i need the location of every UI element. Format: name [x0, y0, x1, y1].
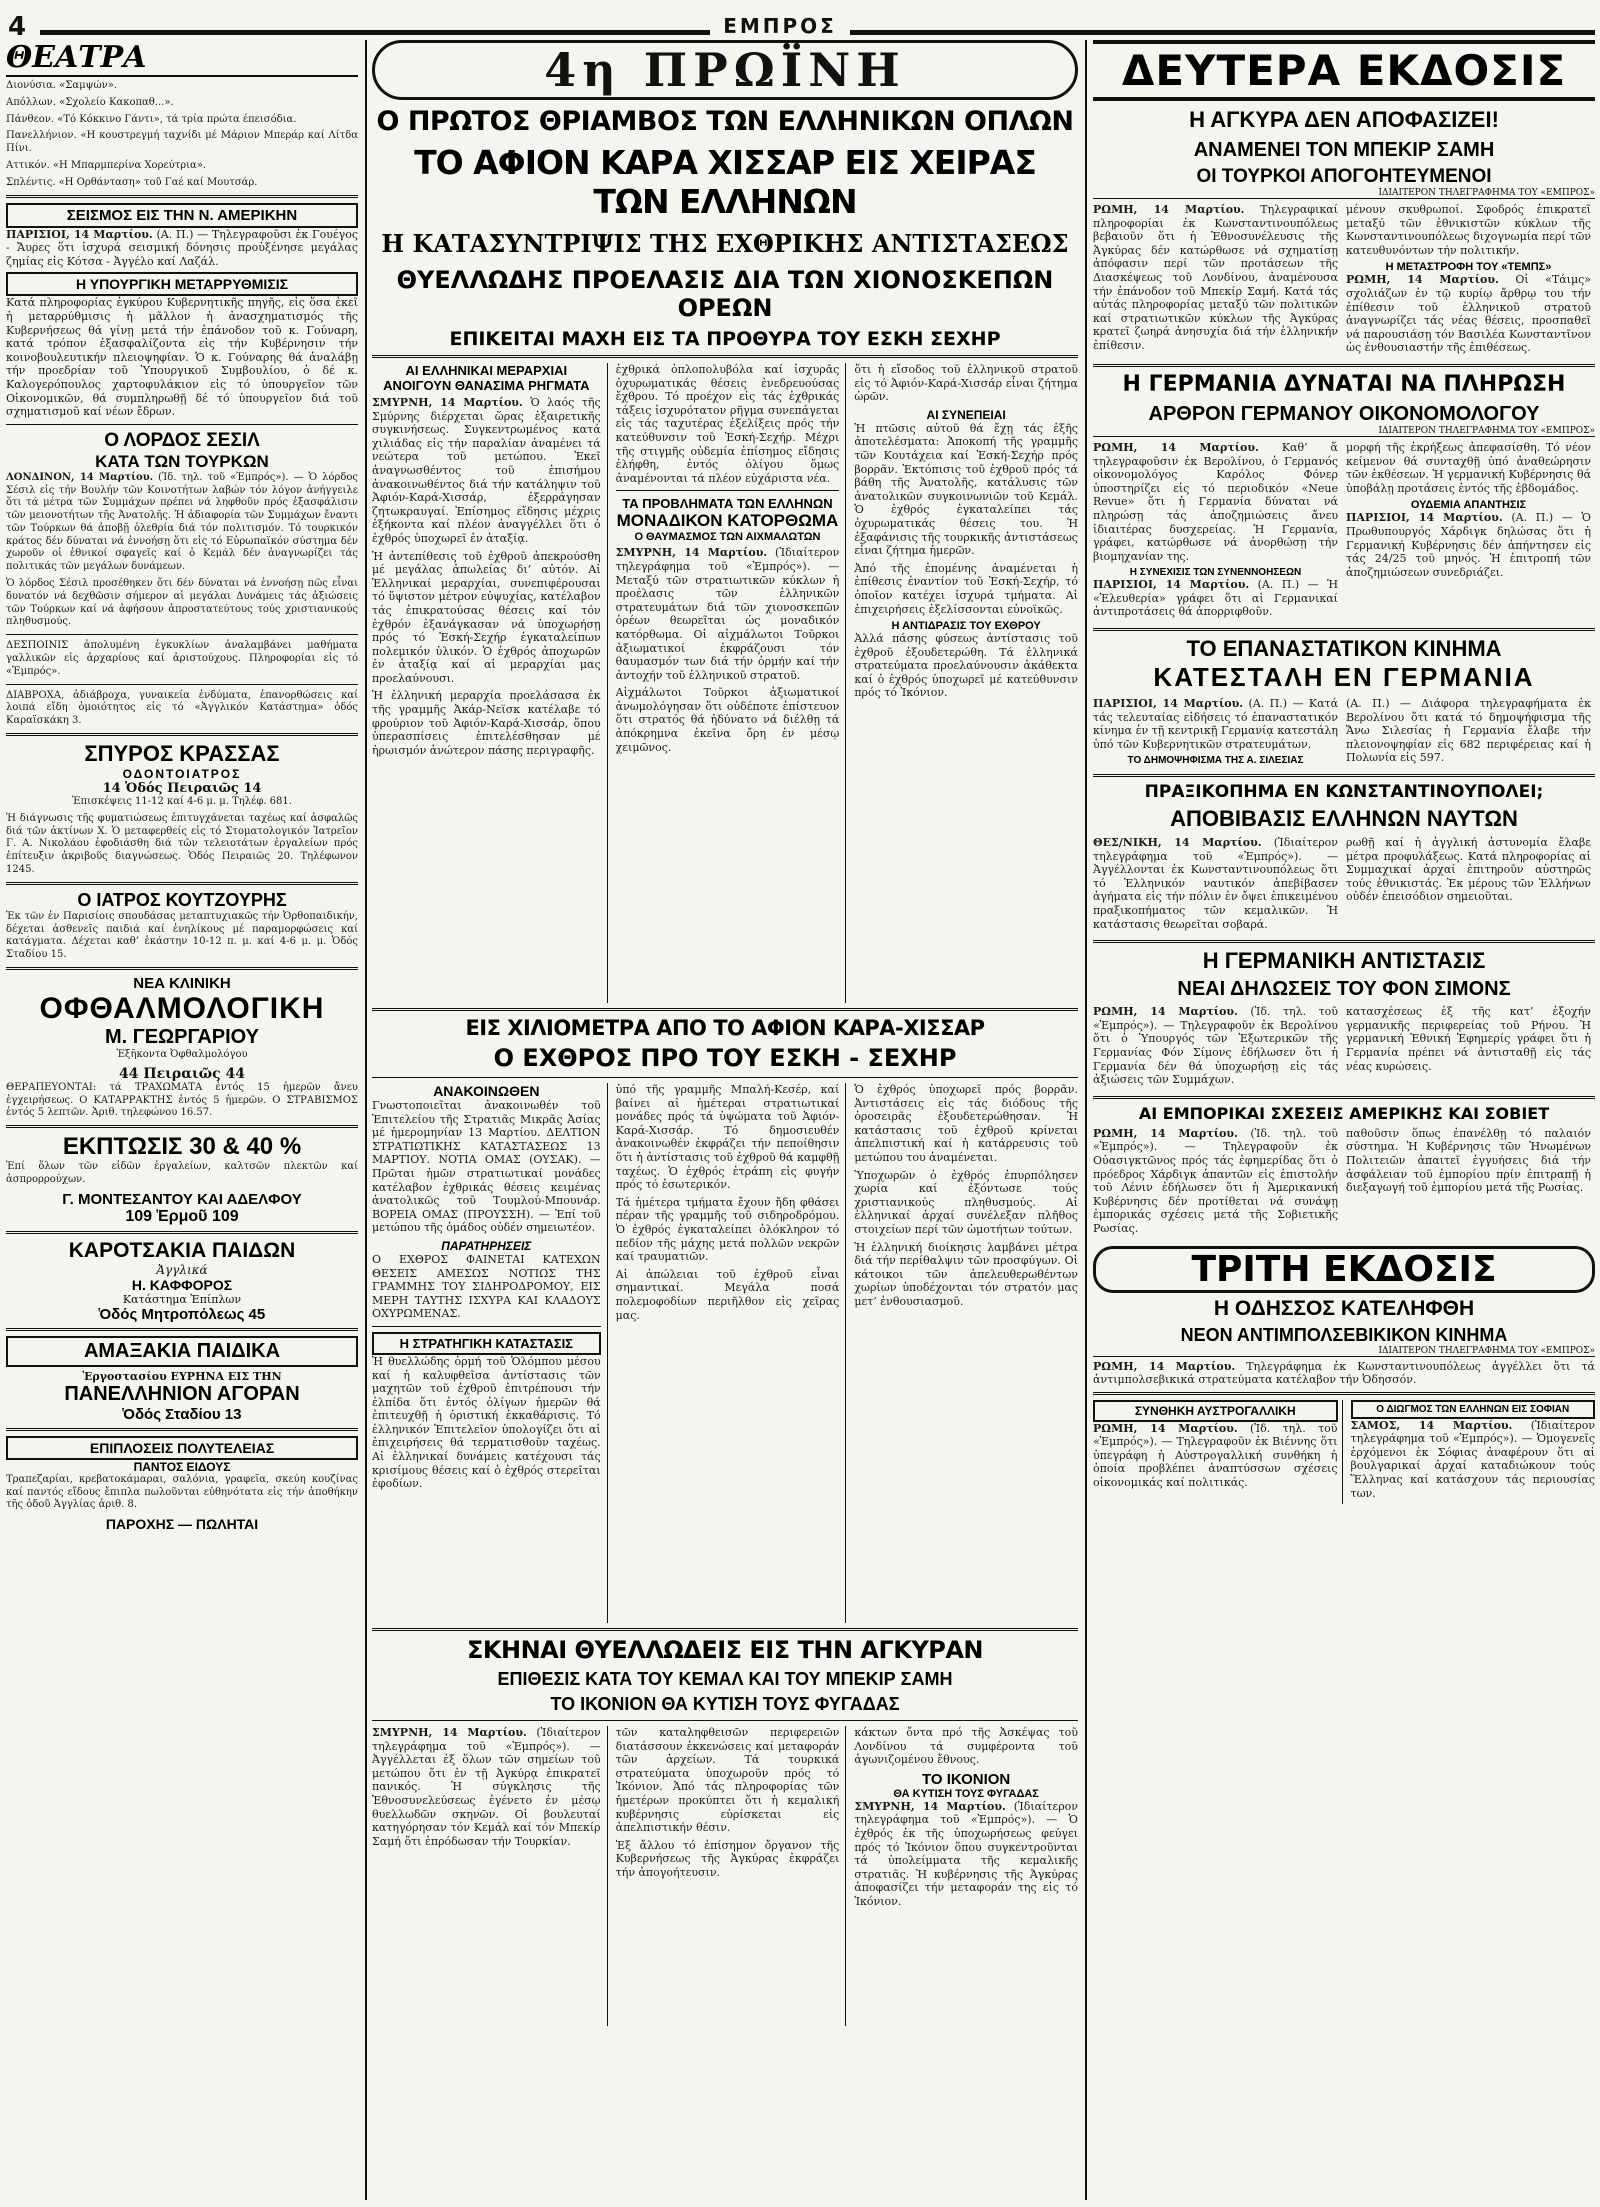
sofia-heading: Ο ΔΙΩΓΜΟΣ ΤΩΝ ΕΛΛΗΝΩΝ ΕΙΣ ΣΟΦΙΑΝ — [1351, 1400, 1596, 1419]
article-text: (Α. Π.) — Διάφορα τηλεγραφήματα ἐκ Βερολίνου ὅτι κατά τό δημοψήφισμα τῆς Ἄνω Σιλεσίας ἡ Γερμανία ἔλαβε τήν πλειονοψηφίαν εἰς 682 περιφέρειας καί ἡ Πολωνία εἰς 597. — [1346, 697, 1591, 765]
byline: ΙΔΙΑΙΤΕΡΟΝ ΤΗΛΕΓΡΑΦΗΜΑ ΤΟΥ «ΕΜΠΡΟΣ» — [1093, 1346, 1595, 1357]
times-heading: Η ΜΕΤΑΣΤΡΟΦΗ ΤΟΥ «ΤΕΜΠΣ» — [1385, 261, 1552, 274]
plebiscite-heading: ΤΟ ΔΗΜΟΨΗΦΙΣΜΑ ΤΗΣ Α. ΣΙΛΕΣΙΑΣ — [1127, 755, 1304, 767]
article-text: (Ἰδιαίτερον τηλεγράφημα τοῦ «Ἐμπρός»). — Μεταξύ τῶν στρατιωτικῶν κύκλων ἡ προέλασις τῶν ἑλληνικῶν στρατευμάτων διά τῶν χιονοσκεπῶν ὀρέων θεωρεῖται ὡς μοναδικόν κατόρθωμα. Οἱ αἰχμάλωτοι Τοῦρκοι ἀξιωματικοί ἐκφράζουσι τόν θαυμασμόν των διά τήν ὁρμήν καί τήν ἀντοχήν τοῦ ἑλληνικοῦ στρατοῦ. — [615, 546, 840, 682]
dateline: ΡΩΜΗ, 14 Μαρτίου. — [1093, 440, 1259, 454]
us-soviet-heading: ΑΙ ΕΜΠΟΡΙΚΑΙ ΣΧΕΣΕΙΣ ΑΜΕΡΙΚΗΣ ΚΑΙ ΣΟΒΙΕΤ — [1138, 1103, 1550, 1123]
revolution-columns — [1093, 697, 1595, 769]
coup-columns — [1093, 836, 1595, 935]
article-text: Οἱ «Τάιμς» σχολιάζων ἐν τῷ κυρίῳ ἄρθρῳ του τήν ἐπίθεσιν τοῦ ἑλληνικοῦ στρατοῦ ἀναγνωρίζει τάς νέας θέσεις, προσπαθεῖ νά παρουσιάσῃ τόν Βασιλέα Κωνσταντῖνον ὡς ἐνθουσιαστήν τῆς ἐπιθέσεως. — [1346, 273, 1591, 355]
article-text: Ἡ πτῶσις αὐτοῦ θά ἔχῃ τάς ἑξῆς ἀποτελέσματα: Ἀποκοπή τῆς γραμμῆς τῶν Κουτάχεια καί Ἐσκή-Σεχήρ πρός βορρᾶν. Ἐκτόπισις τοῦ ἐχθροῦ πρός τά βάθη τῆς Ἀνατολῆς, κατάλυσις τῶν ἀνατολικῶν συγκοινωνιῶν τοῦ Κεμάλ. Ὁ ἐχθρός ἐγκαταλείπει τάς ὀχυρωματικάς θέσεις του. Ἡ ἐξαφάνισις τῆς τουρκικῆς ἀντιστάσεως εἶναι ζήτημα ἡμερῶν. — [854, 421, 1078, 558]
revolution-heading: ΤΟ ΕΠΑΝΑΣΤΑΤΙΚΟΝ ΚΙΝΗΜΑ — [1186, 636, 1502, 662]
center-section — [372, 40, 1078, 2200]
discount-heading: ΕΚΠΤΩΣΙΣ 30 & 40 % — [62, 1133, 302, 1161]
strategic-heading: Η ΣΤΡΑΤΗΓΙΚΗ ΚΑΤΑΣΤΑΣΙΣ — [372, 1332, 601, 1355]
dentist-name: ΣΠΥΡΟΣ ΚΡΑΣΣΑΣ — [84, 741, 280, 767]
curzon-article — [6, 472, 358, 574]
coup-article — [1093, 836, 1338, 931]
article-text: (Ἰδιαίτερον τηλεγράφημα τοῦ «Ἐμπρός»). — Ὁ ἐχθρός ἐκ τῆς ὑποχωρήσεως φεύγει πρός τό Ἰκόνιον ὅπου συγκεντροῦνται τά ὑπολείμματα τῆς κεμαλικῆς στρατιᾶς. Ἡ κυβέρνησις τῆς Ἀγκύρας ἀποφασίζει τήν μεταφοράν της εἰς τό Ἰκόνιον. — [854, 1799, 1078, 1908]
headline-afion: ΤΟ ΑΦΙΟΝ ΚΑΡΑ ΧΙΣΣΑΡ ΕΙΣ ΧΕΙΡΑΣ ΤΩΝ ΕΛΛΗΝΩΝ — [414, 143, 1036, 221]
dateline: ΠΑΡΙΣΙΟΙ, 14 Μαρτίου. — [1346, 511, 1503, 525]
bottom-columns — [1093, 1400, 1595, 1505]
iconium-article — [854, 1800, 1078, 1909]
ankara-scenes-sub-2: ΤΟ ΙΚΟΝΙΟΝ ΘΑ ΚΥΤΙΣΗ ΤΟΥΣ ΦΥΓΑΔΑΣ — [550, 1694, 900, 1714]
dateline: ΡΩΜΗ, 14 Μαρτίου. — [1093, 1005, 1238, 1019]
no-answer-article — [1346, 511, 1591, 579]
times-article — [1346, 273, 1591, 355]
column-divider — [1085, 40, 1087, 2200]
article-text: ὑπό τῆς γραμμῆς Μπαλή-Κεσέρ, καί βαίνει αἱ ἡμέτεραι στρατιωτικαί μονάδες πρός τά ὑψώματα τοῦ Ἀφιόν-Καρά-Χισσάρ. Τό δημοσιευθέν ἀνακοινωθέν ἐκφράζει τήν πεποίθησιν ὅτι ἡ ἀντίστασις τοῦ ἐχθροῦ θά καμφθῇ ταχέως. Ὁ ἐχθρός ἐτράπη εἰς φυγήν πρός τό ἐσωτερικόν. — [615, 1083, 840, 1192]
prams-sub: Ἀγγλικά — [156, 1262, 208, 1277]
news-col-f — [854, 1083, 1078, 1623]
article-text: (Ἰδιαίτερον τηλεγράφημα τοῦ «Ἐμπρός»). — Ἀγγέλλεται ἐξ ὅλων τῶν σημείων τοῦ μετώπου ὅτι ἐν τῇ Ἀγκύρᾳ ἐπικρατεῖ πανικός. Ἡ σύγκλησις τῆς Ἐθνοσυνελεύσεως ἐγένετο ἐν μέσῳ θυελλωδῶν σκηνῶν. Οἱ βουλευταί κατηγόρησαν τόν Κεμάλ καί τόν Μπεκίρ Σαμή ὅτι ἐπρόδωσαν τήν Τουρκίαν. — [372, 1726, 601, 1848]
article-text: Ὑποχωρῶν ὁ ἐχθρός ἐπυρπόλησεν χωρία καί ἐξόντωσε τούς χριστιανικούς πληθυσμούς. Αἱ ἑλληνικαί ἀρχαί συνέλεξαν πλῆθος στοιχείων περί τῶν ὠμοτήτων τούτων. — [854, 1168, 1078, 1236]
ankara-scenes-heading: ΣΚΗΝΑΙ ΘΥΕΛΛΩΔΕΙΣ ΕΙΣ ΤΗΝ ΑΓΚΥΡΑΝ — [467, 1636, 983, 1664]
greek-divisions-article — [372, 396, 601, 546]
article-text: Καθ’ ἅ τηλεγραφοῦσιν ἐκ Βερολίνου, ὁ Γερμανός οἰκονομολόγος Καρόλος Φόνερ ὑποστηρίζει εἰς τό περιοδικόν «Neue Revue» ὅτι ἡ Γερμανία δύναται νά πληρώσῃ τάς ἀποζημιώσεις ἄνευ ἰδιαιτέρας δυσχερείας. Ἡ Γερμανία, γράφει, κατώρθωσε νά ἀνορθώσῃ τήν βιομηχανίαν της. — [1093, 440, 1338, 563]
resistance-col-2 — [1346, 1005, 1591, 1091]
news-col-a — [372, 363, 608, 1003]
second-edition-banner — [1093, 40, 1595, 101]
news-columns-middle — [372, 1083, 1078, 1623]
clinic-title: ΟΦΘΑΛΜΟΛΟΓΙΚΗ — [39, 992, 325, 1026]
ankara-sub-2: ΟΙ ΤΟΥΡΚΟΙ ΑΠΟΓΟΗΤΕΥΜΕΝΟΙ — [1196, 166, 1492, 187]
curzon-heading: Ο ΛΟΡΔΟΣ ΣΕΣΙΛ — [104, 429, 260, 451]
section2-heading: ΕΙΣ ΧΙΛΙΟΜΕΤΡΑ ΑΠΟ ΤΟ ΑΦΙΟΝ ΚΑΡΑ-ΧΙΣΣΑΡ — [465, 1016, 985, 1040]
furniture-sub: ΠΑΝΤΟΣ ΕΙΔΟΥΣ — [133, 1459, 231, 1474]
theatre-heading: ΘΕΑΤΡΑ — [6, 40, 358, 77]
ankara-scenes-sub: ΕΠΙΘΕΣΙΣ ΚΑΤΑ ΤΟΥ ΚΕΜΑΛ ΚΑΙ ΤΟΥ ΜΠΕΚΙΡ ΣΑΜΗ — [497, 1669, 953, 1689]
theatre-line: Πανελλήνιον. «Η κουστρεγμή ταχνίδι μέ Μάριον Μπεράρ καί Λίτδα Πίνι. — [6, 130, 358, 155]
article-text: (Ἰδ. τηλ. τοῦ «Ἐμπρός»). — Τηλεγραφοῦν ἐκ Βιέννης ὅτι ὑπεγράφη ἡ Αὐστρογαλλική συνθήκη ἡ ὁποία προβλέπει ἀναπτύσσων σχέσεις οἰκονομικάς καί πολιτικάς. — [1093, 1421, 1338, 1490]
odessa-article — [1093, 1360, 1595, 1387]
theatre-line: Πάνθεον. «Τό Κόκκινο Γάντι», τά τρία πρώτα έπεισόδια. — [6, 113, 297, 125]
greek-divisions-heading: ΑΙ ΕΛΛΗΝΙΚΑΙ ΜΕΡΑΡΧΙΑΙ — [405, 363, 568, 378]
doctor-heading: Ο ΙΑΤΡΟΣ ΚΟΥΤΖΟΥΡΗΣ — [77, 889, 287, 910]
ministry-text: Κατά πληροφορίας ἐγκύρου Κυβερνητικῆς πηγῆς, εἰς ὅσα ἐκεῖ ἡ μεταρρύθμισις ἡ μᾶλλον ἡ ἀνασχηματισμός τῆς Κυβερνήσεως θά γίνῃ μετά τήν ἐπάνοδον τοῦ κ. Γούναρη, κατά τρόπον ἐξασφαλίζοντα εἰς τήν Κυβέρνησιν τήν κοινοβουλευτικήν πλειοψηφίαν. Ὁ κ. Γούναρης θά ἀναλάβῃ τήν προεδρίαν τοῦ Ὑπουργικοῦ Συμβουλίου, ὁ δέ κ. Καλογερόπουλος χαρτοφυλάκιον εἰς τό ὑπουργεῖον τῶν Οἰκονομικῶν, θά συμπληρωθῇ δέ τό ὑπουργεῖον διά τοῦ σχηματισμοῦ καί νέων ἔδρων. — [6, 296, 358, 419]
article-text: ἐχθρικά ὁπλοπολυβόλα καί ἰσχυρᾶς ὀχυρωματικάς θέσεις ἐνεδρευούσας ἔχθρου. Τό προέχον εἰς τάς ἐχθρικάς τάξεις ἰσχυρότατον ρῆγμα συνεπάγεται εἰς τάς ταχυτέρας ἐξελίξεις πρός τήν κατεύθυνσιν τοῦ Ἐσκή-Σεχήρ. Μέχρι τῆς στιγμῆς οὐδεμία ἐπίσημος εἴδησις ἐλήφθη, ἐντός ὀλίγου ὅμως ἀναμένονται τά πλέον εὐχάριστα νέα. — [615, 363, 840, 485]
left-column — [6, 40, 358, 2200]
furniture-heading: ΕΠΙΠΛΟΣΕΙΣ ΠΟΛΥΤΕΛΕΙΑΣ — [6, 1436, 358, 1460]
quake-dateline: ΠΑΡΙΣΙΟΙ, 14 Μαρτίου. — [6, 227, 153, 241]
carriages-sub: Ἐργοστασίου ΕΥΡΗΝΑ ΕΙΣ ΤΗΝ — [82, 1369, 282, 1383]
edition-banner — [372, 40, 1078, 100]
feat-article — [616, 546, 840, 682]
article-text: Ἡ ἑλληνική διοίκησις λαμβάνει μέτρα διά τήν περίθαλψιν τῶν προσφύγων. Οἱ κάτοικοι τῶν ἀπελευθερωθέντων χωρίων ὑποδέχονται τόν στρατόν μας μετ’ ἐνθουσιασμοῦ. — [854, 1240, 1078, 1308]
dateline: ΡΩΜΗ, 14 Μαρτίου. — [1093, 203, 1245, 216]
germany-pay-sub: ΑΡΘΡΟΝ ΓΕΡΜΑΝΟΥ ΟΙΚΟΝΟΜΟΛΟΓΟΥ — [1148, 402, 1540, 425]
announcement-heading: ΑΝΑΚΟΙΝΩΘΕΝ — [433, 1083, 540, 1099]
sofia-col — [1351, 1400, 1596, 1505]
odessa-heading: Η ΟΔΗΣΣΟΣ ΚΑΤΕΛΗΦΘΗ — [1213, 1296, 1475, 1320]
no-answer-heading: ΟΥΔΕΜΙΑ ΑΠΑΝΤΗΣΙΣ — [1410, 499, 1527, 512]
curzon-subheading: ΚΑΤΑ ΤΩΝ ΤΟΥΡΚΩΝ — [95, 451, 269, 471]
edition-banner-text: 4η ΠΡΩΪΝΗ — [544, 43, 906, 97]
news-columns-top — [372, 363, 1078, 1003]
discount-text: Ἐπί ὅλων τῶν εἰδῶν ἐργαλείων, καλτσῶν πλεκτῶν καί ἀσπρορρούχων. — [6, 1161, 358, 1185]
ministry-heading: Η ΥΠΟΥΡΓΙΚΗ ΜΕΤΑΡΡΥΘΜΙΣΙΣ — [6, 272, 358, 296]
article-text: Αἱ ἀπώλειαι τοῦ ἐχθροῦ εἶναι σημαντικαί. Μεγάλα ποσά πολεμοφοδίων περιῆλθον εἰς χεῖρας μας. — [615, 1267, 840, 1322]
curzon-text: (Ἰδ. τηλ. τοῦ «Ἐμπρός»). — Ὁ λόρδος Σέσιλ εἰς τήν Βουλήν τῶν Κοινοτήτων λαβών τόν λόγον ἀνήγγειλε ὅτι τά μέτρα τῶν Συμμάχων πρέπει νά ληφθοῦν πρός ἐξασφάλισιν τῶν μειονοτήτων τῆς Ἀνατολῆς. Ἡ ἀδιαφορία τῶν Συμμάχων ἔναντι τῶν Τούρκων θά ἀποβῇ ὀλεθρία διά τόν πολιτισμόν. Τό τουρκικόν κράτος δέν δύναται νά ἐννοήσῃ ὅτι εἰς τό Εὐρωπαϊκόν σύστημα δέν χωροῦν οἱ ἐθνικοί σφαγεῖς καί ὁ Κεμάλ δέν ἀναγνωρίζει τάς πολιτικάς τῶν μεγάλων δυνάμεων. — [6, 471, 358, 573]
dateline: ΣΜΥΡΝΗ, 14 Μαρτίου. — [615, 546, 768, 560]
dateline: ΣΜΥΡΝΗ, 14 Μαρτίου. — [854, 1799, 1006, 1813]
quake-heading: ΣΕΙΣΜΟΣ ΕΙΣ ΤΗΝ Ν. ΑΜΕΡΙΚΗΝ — [6, 203, 358, 228]
article-text: (Ἰδ. τηλ. τοῦ «Ἐμπρός»). — Τηλεγραφοῦν ἐκ Βερολίνου ὅτι ὁ Ὑπουργός τῶν Ἐξωτερικῶν τῆς Γερμανίας Φόν Σίμονς ἐδήλωσεν ὅτι ἡ Γερμανία δέν θά ὑποχωρήσῃ εἰς τάς ἀξιώσεις τῶν Συμμάχων. — [1093, 1005, 1338, 1087]
article-text: (Ἰδ. τηλ. τοῦ «Ἐμπρός»). — Τηλεγραφοῦν ἐκ Οὐασιγκτῶνος πρός τάς ἐφημερίδας ὅτι ὁ πρόεδρος Χάρδιγκ ἀπαντῶν εἰς ἐπιστολήν τοῦ Λένιν ἐδήλωσεν ὅτι ἡ Ἀμερικανική Κυβέρνησις δέν προτίθεται νά συνάψῃ ἐμπορικάς σχέσεις μετά τῆς Σοβιετικῆς Ρωσίας. — [1093, 1126, 1338, 1235]
clinic-text: ΘΕΡΑΠΕΥΟΝΤΑΙ: τά ΤΡΑΧΩΜΑΤΑ ἐντός 15 ἡμερῶν ἄνευ ἐγχειρήσεως. Ο ΚΑΤΑΡΡΑΚΤΗΣ ἐντός 5 ἡμερῶν. Ο ΣΤΡΑΒΙΣΜΟΣ ἐντός 5 λεπτῶν. Ἀριθ. τηλεφώνου 16.57. — [6, 1081, 358, 1119]
dentist-title: ΟΔΟΝΤΟΙΑΤΡΟΣ — [122, 767, 242, 782]
furniture-text: Τραπεζαρίαι, κρεβατοκάμαραι, σαλόνια, γραφεῖα, σκεύη κουζίνας καί παντός εἴδους ἔπιπλα πωλοῦνται εὐθηνότατα εἰς τήν ἀποθήκην τῆς ὁδοῦ Ἀγγλίας ἀριθ. 8. — [6, 1473, 358, 1511]
iconium-heading: ΤΟ ΙΚΟΝΙΟΝ — [922, 1770, 1011, 1788]
article-text: Ὁ λαός τῆς Σμύρνης διέρχεται ὥρας ἐξαιρετικῆς συγκινήσεως. Συγκεντρωμένος κατά χιλιάδας εἰς τήν παραλίαν ἀναμένει τά νεώτερα τοῦ μετώπου. Ἐκεῖ ἀναγνωσθέντος τοῦ ἐπισήμου ἀνακοινωθέντος διά τήν κατάληψιν τοῦ Ἀφιόν-Καρά-Χισσάρ, ἐξερράγησαν ζητωκραυγαί. Ἐπίσημος εἴδησις μέχρις ἐξήκοντα καί πλέον ἀναγγέλλει ὅτι ὁ ἐχθρός ὑποχωρεῖ ἐν ἀταξίᾳ. — [372, 396, 601, 545]
article-text: (Ἰδιαίτερον τηλεγράφημα τοῦ «Ἐμπρός»). — Ὁμογενεῖς ἐρχόμενοι ἐκ Σόφιας ἀναφέρουν ὅτι αἱ βουλγαρικαί ἀρχαί καταδιώκουν τούς Ἕλληνας καί κατάσχουν τάς περιουσίας των. — [1350, 1418, 1595, 1500]
ankara-heading: Η ΑΓΚΥΡΑ ΔΕΝ ΑΠΟΦΑΣΙΖΕΙ! — [1189, 107, 1499, 132]
article-text: Γνωστοποιεῖται ἀνακοινωθέν τοῦ Ἐπιτελείου τῆς Στρατιᾶς Μικρᾶς Ἀσίας μέ ἡμερομηνίαν 13 Μαρτίου. ΔΕΛΤΙΟΝ ΣΤΡΑΤΙΩΤΙΚΗΣ ΚΑΤΑΣΤΑΣΕΩΣ 13 ΜΑΡΤΙΟΥ. ΝΟΤΙΑ ΟΜΑΣ (ΟΥΣΑΚ). — Πρῶται ἡμῶν στρατιωτικαί μονάδες κατέλαβον ἐχθρικάς θέσεις κειμένας ἀνατολικῶς τοῦ Τουμλού-Μπουνάρ. ΒΟΡΕΙΑ ΟΜΑΣ (ΠΡΟΥΣΣΗ). — Ἐπί τοῦ μετώπου τῆς ὁμάδος οὐδέν σημειωτέον. — [372, 1099, 601, 1235]
us-soviet-col-1 — [1093, 1127, 1338, 1240]
news-col-h — [616, 1726, 847, 2026]
ankara-article — [372, 1726, 601, 1848]
article-text: παθοῦσιν ὅπως ἐπανέλθῃ τό παλαιόν σύστημα. Ἡ Κυβέρνησις τῶν Ἡνωμένων Πολιτειῶν ἀπαιτεῖ ἐγγυήσεις διά τήν ἀσφάλειαν τοῦ ἐμπορίου πρίν ἐπιτραπῇ ἡ διεξαγωγή τοῦ ἐμπορίου μετά τῆς Ρωσίας. — [1346, 1126, 1591, 1195]
iconium-sub: ΘΑ ΚΥΤΙΣΗ ΤΟΥΣ ΦΥΓΑΔΑΣ — [893, 1787, 1039, 1800]
prams-address: Ὁδός Μητροπόλεως 45 — [98, 1305, 266, 1323]
germany-col-2 — [1346, 441, 1591, 623]
article-text: Ἀπό τῆς ἐπομένης ἀναμένεται ἡ ἐπίθεσις ἐναντίον τοῦ Ἐσκή-Σεχήρ, τό ὁποῖον κατέχει ἰσχυρά τμήματα. Αἱ ἐπιχειρήσεις ἐξελίσσονται εὐνοϊκῶς. — [854, 561, 1078, 616]
us-soviet-columns — [1093, 1127, 1595, 1240]
headline-advance: ΘΥΕΛΛΩΔΗΣ ΠΡΟΕΛΑΣΙΣ ΔΙΑ ΤΩΝ ΧΙΟΝΟΣΚΕΠΩΝ ΟΡΕΩΝ — [396, 266, 1054, 322]
negotiations-article — [1093, 578, 1338, 619]
revolution-col-1 — [1093, 697, 1338, 769]
reaction-heading: Η ΑΝΤΙΔΡΑΣΙΣ ΤΟΥ ΕΧΘΡΟΥ — [891, 620, 1041, 633]
resistance-columns — [1093, 1005, 1595, 1091]
furniture-footer: ΠΑΡΟΧΗΣ — ΠΩΛΗΤΑΙ — [105, 1516, 259, 1533]
article-text: Τηλεγραφικαί πληροφορίαι ἐκ Κωνσταντινουπόλεως βεβαιοῦν ὅτι ἡ Ἐθνοσυνέλευσις τῆς Ἀγκύρας δέν κατώρθωσε νά σχηματίσῃ ἀπόφασιν περί τῶν προτάσεων τῆς Διασκέψεως τοῦ Λονδίνου, ἀναμένουσα τήν ἐπάνοδον τοῦ Μπεκίρ Σαμή. Κατά τάς αὐτάς πληροφορίας μεταξύ τῶν πολιτικῶν καί στρατιωτικῶν κύκλων τῆς Ἀγκύρας κρατεῖ ζωηρά ἀνησυχία διά τήν ἑλληνικήν ἐπίθεσιν. — [1093, 203, 1338, 352]
dateline: ΠΑΡΙΣΙΟΙ, 14 Μαρτίου. — [1093, 697, 1244, 711]
clinic-role: Ἐξῆκοντα Ὀφθαλμολόγου — [116, 1049, 248, 1061]
ankara-sub-1: ΑΝΑΜΕΝΕΙ ΤΟΝ ΜΠΕΚΙΡ ΣΑΜΗ — [1193, 139, 1495, 161]
dateline: ΣΑΜΟΣ, 14 Μαρτίου. — [1350, 1418, 1513, 1432]
resistance-article — [1093, 1005, 1338, 1087]
coup-col-1 — [1093, 836, 1338, 935]
revolution-article — [1093, 697, 1338, 751]
germany-article — [1093, 441, 1338, 563]
germany-columns — [1093, 441, 1595, 623]
article-text: Τά ἡμέτερα τμήματα ἔχουν ἤδη φθάσει πέραν τῆς γραμμῆς τοῦ σιδηροδρόμου. Ὁ ἐχθρός ἐγκαταλείπει ὁλόκληρον τό πεδίον τῆς μάχης μετά πολλῶν νεκρῶν καί τραυματιῶν. — [615, 1195, 840, 1264]
article-text: Τηλεγράφημα ἐκ Κωνσταντινουπόλεως ἀγγέλλει ὅτι τά ἀντιμπολσεβικικά στρατεύματα κατέλαβον τήν Ὀδησσόν. — [1093, 1359, 1595, 1387]
news-col-b — [616, 363, 847, 1003]
headline-battle: ΕΠΙΚΕΙΤΑΙ ΜΑΧΗ ΕΙΣ ΤΑ ΠΡΟΘΥΡΑ ΤΟΥ ΕΣΚΗ ΣΕΧΗΡ — [449, 328, 1001, 350]
right-section — [1093, 40, 1595, 2200]
masthead-rule-left — [40, 30, 710, 35]
quake-text: (Α. Π.) — Τηλεγραφοῦσι ἐκ Γουέγος - Ἄυρες ὅτι ἰσχυρά σεισμική δόνησις προὐξένησε μεγάλας ζημίας εἰς Κότσα - Ἀγγέλο καί Λαζάλ. — [6, 227, 358, 268]
treaty-col — [1093, 1400, 1343, 1505]
third-edition-text: ΤΡΙΤΗ ΕΚΔΟΣΙΣ — [1191, 1248, 1497, 1290]
problems-heading: ΤΑ ΠΡΟΒΛΗΜΑΤΑ ΤΩΝ ΕΛΛΗΝΩΝ — [622, 496, 833, 512]
masthead-rule-right — [850, 30, 1595, 35]
dateline: ΘΕΣ/ΝΙΚΗ, 14 Μαρτίου. — [1093, 836, 1262, 850]
clinic-address: 44 Πειραιῶς 44 — [119, 1065, 245, 1082]
dateline: ΡΩΜΗ, 14 Μαρτίου. — [1346, 273, 1499, 287]
article-text: μορφή τῆς ἐκρήξεως ἀπεφασίσθη. Τό νέον κείμενον θά συνταχθῇ ὑπό ἀναθεώρησιν τῶν ἐκθέσεων. Ἡ γερμανική Κυβέρνησις θά ὑποβάλῃ προτάσεις ἐντός τῆς ἑβδομάδος. — [1346, 440, 1591, 495]
news-col-i — [854, 1726, 1078, 2026]
article-text: (Α. Π.) — Κατά τάς τελευταίας εἰδήσεις τό ἐπαναστατικόν κίνημα ἐν τῇ κεντρικῇ Γερμανίᾳ κατεστάλη ὑπό τῶν Κυβερνητικῶν στρατευμάτων. — [1093, 697, 1339, 751]
dateline: ΠΑΡΙΣΙΟΙ, 14 Μαρτίου. — [1093, 578, 1250, 592]
dateline: ΡΩΜΗ, 14 Μαρτίου. — [1093, 1126, 1238, 1140]
dentist-hours: Ἐπισκέψεις 11-12 καί 4-6 μ. μ. Τηλέφ. 681. — [72, 796, 292, 808]
article-text: μένουν σκυθρωποί. Σφοδρός ἐπικρατεῖ μεταξύ τῶν ἐθνικιστῶν κύκλων τῆς Κωνσταντινουπόλεως διχογνωμία περί τῶν κατευθυνόντων τήν πολιτικήν. — [1346, 203, 1591, 257]
consequences-heading: ΑΙ ΣΥΝΕΠΕΙΑΙ — [926, 407, 1006, 422]
clinic-pre: ΝΕΑ ΚΛΙΝΙΚΗ — [133, 975, 231, 993]
greek-divisions-sub: ΑΝΟΙΓΟΥΝ ΘΑΝΑΣΙΜΑ ΡΗΓΜΑΤΑ — [383, 378, 590, 393]
dentist-text: Ἡ διάγνωσις τῆς φυματιώσεως ἐπιτυγχάνεται ταχέως καί ἀσφαλῶς διά τῶν ἀκτίνων Χ. Ὁ μεταφερθείς εἰς τό Στοματολογικόν Ἰατρεῖον Γ. Α. Νικολάου ἐφοδιάσθη διά τῶν τελειοτάτων ἐργαλείων πρός ἐπίτευξιν ἀκριβοῦς διαγνώσεως. Ὁδός Πειραιῶς 20. Τηλέφωνον 1245. — [6, 812, 358, 876]
article-text: Ἡ θυελλώδης ὁρμή τοῦ Ὁλόμπου μέσου καί ἡ καλυφθεῖσα ἀντίστασις τῶν μαχητῶν τοῦ ἐχθροῦ ἐπιτρέπουσι τήν ἐλπίδα ὅτι ἐντός ὀλίγων ἡμερῶν θά ἐπιτευχθῇ ἡ ὁριστική ἐκκαθάρισις. Τό ἑλληνικόν Ἐπιτελεῖον ὑπολογίζει ὅτι αἱ ἐπιχειρήσεις θά τερματισθοῦν ταχέως. Αἱ ἑλληνικαί δυνάμεις κατέχουσι τάς κρισίμους θέσεις καί ὁ ἐχθρός στερεῖται ἐφοδίων. — [372, 1354, 601, 1491]
dateline: ΡΩΜΗ, 14 Μαρτίου. — [1093, 1359, 1236, 1373]
ankara-columns — [1093, 203, 1595, 359]
feat-heading: ΜΟΝΑΔΙΚΟΝ ΚΑΤΟΡΘΩΜΑ — [616, 511, 839, 531]
discount-address: 109 Ἑρμοῦ 109 — [125, 1207, 239, 1225]
revolution-sub: ΚΑΤΕΣΤΑΛΗ ΕΝ ΓΕΡΜΑΝΙΑ — [1153, 662, 1535, 693]
german-resistance-heading: Η ΓΕΡΜΑΝΙΚΗ ΑΝΤΙΣΤΑΣΙΣ — [1202, 948, 1486, 974]
carriages-address: Ὁδός Σταδίου 13 — [122, 1405, 242, 1423]
doctor-text: Ἐκ τῶν ἐν Παρισίοις σπουδάσας μεταπτυχιακῶς τήν Ὀρθοπαιδικήν, δέχεται ἀσθενεῖς παιδιά καί ἐνηλίκους μέ παραμορφώσεις καί κατάγματα. Δέχεται καθ’ ἑκάστην 10-12 π. μ. καί 4-6 μ. μ. Ὁδός Σταδίου 15. — [6, 910, 358, 961]
dateline: ΣΜΥΡΝΗ, 14 Μαρτίου. — [372, 396, 523, 409]
theatre-listings — [6, 77, 358, 190]
article-text: (Α. Π.) — Ὁ Πρωθυπουργός Χάρδιγκ δηλώσας ὅτι ἡ Γερμανική Κυβέρνησις δέν ἀπήντησεν εἰς τάς 24/25 τοῦ μηνός. Ἡ ἐπιτροπή τῶν ἀποζημιώσεων συνεδριάζει. — [1346, 511, 1592, 579]
article-text: Ἡ ἐλληνική μεραρχία προελάσασα ἐκ τῆς γραμμῆς Ἀκάρ-Νεϊσκ κατέλαβε τό φρούριον τοῦ Ἀφιόν-Καρά-Χισσάρ, ὅπου ὑπερασπίσεις ἐπιτελέσθησαν μέ ἡρωισμόν ἀνώτερον πάσης περιγραφῆς. — [372, 689, 601, 757]
resistance-col-1 — [1093, 1005, 1338, 1091]
article-text: Ἀλλά πάσης φύσεως ἀντίστασις τοῦ ἐχθροῦ ἐξουδετερώθη. Τά ἑλληνικά στρατεύματα προελαύνουσιν ἀκάθεκτα καί ὁ ἐχθρός ὑποχωρεῖ μέ κατεύθυνσιν πρός τό Ἰκόνιον. — [854, 632, 1078, 700]
revolution-col-2 — [1346, 697, 1591, 769]
article-text: Ο ΕΧΘΡΟΣ ΦΑΙΝΕΤΑΙ ΚΑΤΕΧΩΝ ΘΕΣΕΙΣ ΑΜΕΣΩΣ ΝΟΤΙΩΣ ΤΗΣ ΓΡΑΜΜΗΣ ΤΟΥ ΣΙΔΗΡΟΔΡΟΜΟΥ, ΕΙΣ ΜΕΡΗ ΤΑΥΤΗΣ ΙΣΧΥΡΑ ΚΑΙ ΚΛΑΔΟΥΣ ΟΧΥΡΩΜΕΝΑΣ. — [372, 1252, 601, 1321]
article-text: κατασχέσεως ἐξ τῆς κατ’ ἐξοχήν γερμανικῆς περιφερείας τοῦ Ρήνου. Ἡ γερμανική Ἐθνική Ἐφημερίς γράφει ὅτι ἡ Γερμανία πρέπει νά ἀντισταθῇ εἰς τάς νέας κυρώσεις. — [1346, 1005, 1591, 1073]
page-number: 4 — [8, 12, 27, 42]
article-text: Ἡ ἀντεπίθεσις τοῦ ἐχθροῦ ἀπεκρούσθη μέ μεγάλας ἀπωλείας δι’ αὐτόν. Αἱ Ἑλληνικαί μεραρχίαι, συνεπιφέρουσαι τό ὕψιστον μέτρον εὐψυχίας, κατέλαβον τάς ἐπικρατούσας θέσεις καί τόν ἐχθρόν ἐξανάγκασαν νά ὑποχωρήσῃ πρός τό Ἐσκή-Σεχήρ ἐγκαταλείπων πολεμικόν ὑλικόν. Ὁ ἐχθρός ἀποχωρῶν ἐν ἀταξίᾳ καί αἱ μεραρχίαι μας προελαύνουσι. — [372, 549, 601, 685]
prams-shop: Κατάστημα Ἐπίπλων — [122, 1292, 242, 1306]
masthead-title: ΕΜΠΡΟΣ — [723, 14, 837, 38]
headline-first-triumph: Ο ΠΡΩΤΟΣ ΘΡΙΑΜΒΟΣ ΤΩΝ ΕΛΛΗΝΙΚΩΝ ΟΠΛΩΝ — [376, 106, 1074, 137]
us-soviet-col-2 — [1346, 1127, 1591, 1240]
curzon-text-2: Ὁ λόρδος Σέσιλ προσέθηκεν ὅτι δέν δύναται νά ἐννοήσῃ πῶς εἶναι δυνατόν νά δεχθῶσιν σήμερον αἱ μεγάλαι Δυνάμεις τάς ἀξιώσεις τῶν Τούρκων καί νά ἀφήσουν ἀπροστατεύτους τούς χριστιανικούς πληθυσμούς. — [6, 578, 358, 628]
news-col-c — [854, 363, 1078, 1003]
odessa-sub: ΝΕΟΝ ΑΝΤΙΜΠΟΛΣΕΒΙΚΙΚΟΝ ΚΙΝΗΜΑ — [1180, 1324, 1508, 1345]
article-text: (Α. Π.) — Ἡ «Ἐλευθερία» γράφει ὅτι αἱ Γερμανικαί ἀντιπροτάσεις θά ἀπορριφθοῦν. — [1093, 578, 1338, 619]
coup-col-2 — [1346, 836, 1591, 935]
german-resistance-sub: ΝΕΑΙ ΔΗΛΩΣΕΙΣ ΤΟΥ ΦΟΝ ΣΙΜΟΝΣ — [1177, 978, 1511, 1001]
news-col-d — [372, 1083, 608, 1623]
news-columns-bottom — [372, 1726, 1078, 2026]
negotiations-heading: Η ΣΥΝΕΧΙΣΙΣ ΤΩΝ ΣΥΝΕΝΝΟΗΣΕΩΝ — [1129, 567, 1302, 579]
third-edition-banner — [1093, 1246, 1595, 1293]
column-divider — [365, 40, 367, 2200]
clinic-doctor: Μ. ΓΕΩΡΓΑΡΙΟΥ — [104, 1026, 260, 1049]
coup-heading: ΠΡΑΞΙΚΟΠΗΜΑ ΕΝ ΚΩΝΣΤΑΝΤΙΝΟΥΠΟΛΕΙ; — [1144, 782, 1544, 803]
dentist-address: 14 Ὁδός Πειραιῶς 14 — [102, 781, 262, 797]
second-edition-text: ΔΕΥΤΕΡΑ ΕΚΔΟΣΙΣ — [1121, 46, 1567, 95]
headline-crushing: Η ΚΑΤΑΣΥΝΤΡΙΨΙΣ ΤΗΣ ΕΧΘΡΙΚΗΣ ΑΝΤΙΣΤΑΣΕΩΣ — [381, 229, 1069, 258]
news-col-g — [372, 1726, 608, 2026]
observations-heading: ΠΑΡΑΤΗΡΗΣΕΙΣ — [441, 1238, 532, 1253]
ankara-article — [1093, 203, 1338, 353]
carriages-heading: ΑΜΑΞΑΚΙΑ ΠΑΙΔΙΚΑ — [6, 1336, 358, 1367]
theatre-line: Σπλέντις. «Η Ορθάνταση» τοῦ Γαέ καί Μουτσάρ. — [6, 176, 258, 188]
treaty-heading: ΣΥΝΘΗΚΗ ΑΥΣΤΡΟΓΑΛΛΙΚΗ — [1093, 1400, 1338, 1422]
news-col-e — [616, 1083, 847, 1623]
section2-subheading: Ο ΕΧΘΡΟΣ ΠΡΟ ΤΟΥ ΕΣΚΗ - ΣΕΧΗΡ — [493, 1044, 957, 1072]
article-text: ρωθῇ καί ἡ ἀγγλική ἀστυνομία ἔλαβε μέτρα προφυλάξεως. Κατά πληροφορίας αἱ Συμμαχικαί ἀρχαί ἐπιτηροῦν αὐστηρῶς τούς ἐθνικιστάς. Ἐκ μέρους τῶν Ἑλλήνων οὐδέν ἐπεισόδιον σημειοῦται. — [1346, 836, 1591, 904]
classified-notice: ΔΕΣΠΟΙΝΙΣ ἀπολυμένη ἐγκυκλίων ἀναλαμβάνει μαθήματα γαλλικῶν εἰς ἀρχαρίους καί ἀριστούχους. Πληροφορίαι εἰς τό «Ἐμπρός». — [6, 640, 358, 677]
theatre-line: Απόλλων. «Σχολείο Κακοπαθ...». — [6, 96, 174, 108]
discount-firm: Γ. ΜΟΝΤΕΣΑΝΤΟΥ ΚΑΙ ΑΔΕΛΦΟΥ — [62, 1190, 302, 1208]
germany-pay-heading: Η ΓΕΡΜΑΝΙΑ ΔΥΝΑΤΑΙ ΝΑ ΠΛΗΡΩΣΗ — [1122, 371, 1566, 397]
byline: ΙΔΙΑΙΤΕΡΟΝ ΤΗΛΕΓΡΑΦΗΜΑ ΤΟΥ «ΕΜΠΡΟΣ» — [1093, 188, 1595, 199]
article-text: τῶν καταληφθεισῶν περιφερειῶν διατάσσουν ἐκκενώσεις καί μεταφοράν τῶν ἀρχείων. Τά τουρκικά στρατεύματα ὑποχωροῦν πρός τό Ἰκόνιον. Ἀπό τάς πληροφορίας τῶν ἡμετέρων προκύπτει ὅτι ἡ κεμαλική κυβέρνησις εὑρίσκεται εἰς ἀπελπιστικήν θέσιν. — [615, 1726, 840, 1835]
curzon-dateline: ΛΟΝΔΙΝΟΝ, 14 Μαρτίου. — [6, 471, 154, 483]
ankara-col-2 — [1346, 203, 1591, 359]
treaty-article — [1093, 1422, 1338, 1490]
article-text: ὅτι ἡ εἴσοδος τοῦ ἑλληνικοῦ στρατοῦ εἰς τό Ἀφιόν-Καρά-Χισσάρ εἶναι ζήτημα ὡρῶν. — [854, 363, 1078, 404]
article-text: Ὁ ἐχθρός ὑποχωρεῖ πρός βορρᾶν. Ἀντιστάσεις εἰς τάς διόδους τῆς ὀροσειρᾶς ἐξουδετερώθησαν. Ἡ κατάστασις τοῦ ἐχθροῦ κρίνεται ἀπελπιστική καί ἡ κατάρρευσις τοῦ μετώπου του ἀναμένεται. — [854, 1083, 1078, 1164]
article-text: κάκτων ὄντα πρό τῆς Ἀσκέψας τοῦ Λονδίνου τά συμφέροντα τοῦ ἀγωνιζομένου ἔθνους. — [854, 1726, 1078, 1767]
germany-col-1 — [1093, 441, 1338, 623]
theatre-line: Διονύσια. «Σαμψών». — [6, 80, 117, 91]
prisoners-heading: Ο ΘΑΥΜΑΣΜΟΣ ΤΩΝ ΑΙΧΜΑΛΩΤΩΝ — [634, 531, 821, 544]
prams-owner: Η. ΚΑΦΦΟΡΟΣ — [131, 1276, 233, 1293]
theatre-line: Αττικόν. «Η Μπαρμπερίνα Χορεύτρια». — [6, 159, 207, 171]
us-soviet-article — [1093, 1127, 1338, 1236]
classified-notice: ΔΙΑΒΡΟΧΑ, ἀδιάβροχα, γυναικεία ἐνδύματα, ἐπανορθώσεις καί λοιπά εἴδη ὁμοιότητος εἰς τό «Ἀγγλικόν Κατάστημα» ὁδός Καραϊσκάκη 3. — [6, 689, 358, 727]
byline: ΙΔΙΑΙΤΕΡΟΝ ΤΗΛΕΓΡΑΦΗΜΑ ΤΟΥ «ΕΜΠΡΟΣ» — [1093, 426, 1595, 437]
carriages-heading-2: ΠΑΝΕΛΛΗΝΙΟΝ ΑΓΟΡΑΝ — [64, 1382, 300, 1405]
article-text: Αἰχμάλωτοι Τοῦρκοι ἀξιωματικοί ἀνωμολόγησαν ὅτι οὐδέποτε ἐπίστευον ὅτι στρατός θά ἠδύνατο νά διέλθῃ τά ἀπόκρημνα ἐκεῖνα ὄρη ἐν μέσῳ χειμῶνος. — [615, 686, 840, 754]
coup-sub: ΑΠΟΒΙΒΑΣΙΣ ΕΛΛΗΝΩΝ ΝΑΥΤΩΝ — [1170, 806, 1518, 832]
ankara-col-1 — [1093, 203, 1338, 359]
article-text: Ἐξ ἄλλου τό ἐπίσημον ὄργανον τῆς Κυβερνήσεως τῆς Ἀγκύρας ἐκφράζει τήν ἀπογοήτευσιν. — [615, 1838, 840, 1879]
dateline: ΣΜΥΡΝΗ, 14 Μαρτίου. — [372, 1726, 527, 1739]
article-text: (Ἰδιαίτερον τηλεγράφημα τοῦ «Ἐμπρός»). — Ἀγγέλλονται ἐκ Κωνσταντινουπόλεως ὅτι τό Ἑλληνικόν ναυτικόν ἀπεβίβασεν ἀγήματα εἰς τήν πόλιν ἐν ὄψει ἐπικειμένου πραξικοπήματος τῶν κεμαλικῶν. Ἡ κατάστασις θεωρεῖται σοβαρά. — [1093, 836, 1338, 931]
dateline: ΡΩΜΗ, 14 Μαρτίου. — [1093, 1421, 1238, 1435]
quake-article — [6, 228, 358, 269]
prams-heading: ΚΑΡΟΤΣΑΚΙΑ ΠΑΙΔΩΝ — [68, 1238, 296, 1262]
sofia-article — [1351, 1419, 1596, 1501]
